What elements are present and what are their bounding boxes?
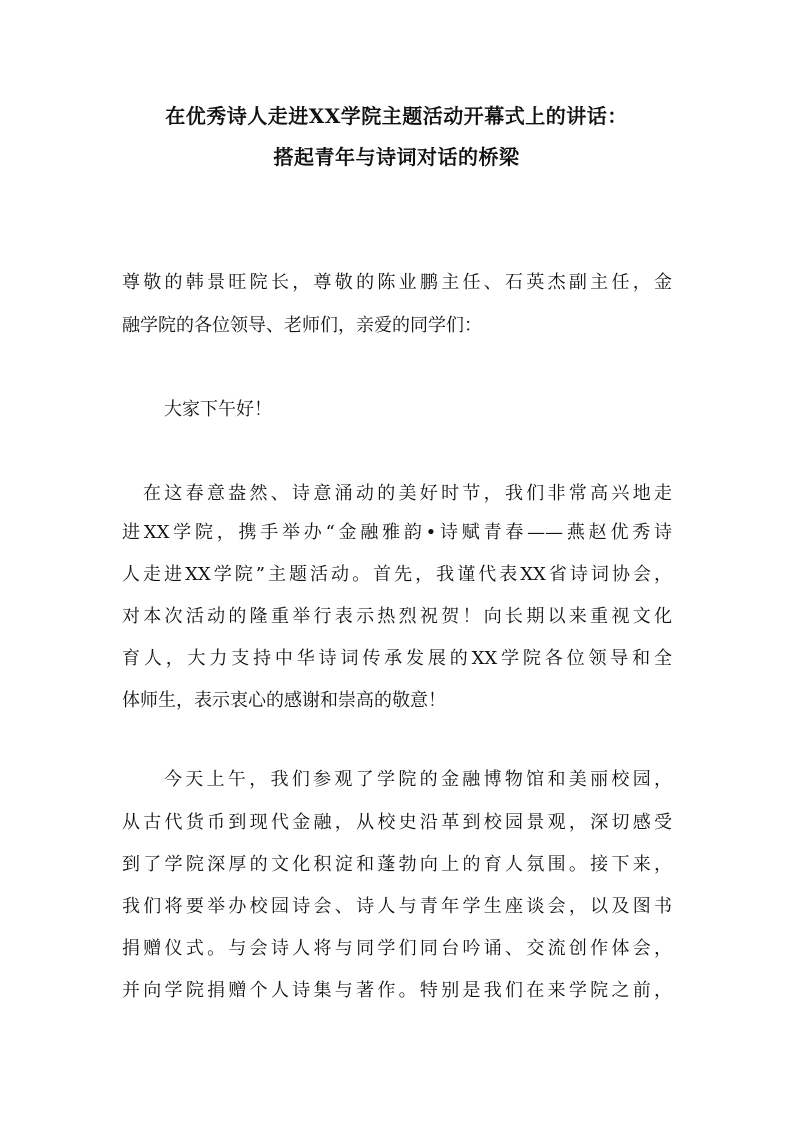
- paragraph-1-line-6: 体师生，表示衷心的感谢和崇高的敬意！: [122, 690, 446, 711]
- greeting: 大家下午好！: [164, 399, 272, 420]
- paragraph-2-line-5: 捐赠仪式。与会诗人将与同学们同台吟诵、交流创作体会，: [122, 938, 672, 959]
- paragraph-2-line-6: 并向学院捐赠个人诗集与著作。特别是我们在来学院之前，: [122, 980, 672, 1001]
- title-line-1: 在优秀诗人走进XX学院主题活动开幕式上的讲话：: [165, 104, 628, 128]
- title-line-2: 搭起青年与诗词对话的桥梁: [273, 145, 520, 169]
- paragraph-2-line-2: 从古代货币到现代金融，从校史沿革到校园景观，深切感受: [122, 812, 672, 833]
- paragraph-1-line-5: 育人，大力支持中华诗词传承发展的XX学院各位领导和全: [122, 648, 672, 669]
- paragraph-1-line-3: 人走进XX学院”主题活动。首先，我谨代表XX省诗词协会，: [122, 564, 672, 585]
- paragraph-1-line-1: 在这春意盎然、诗意涌动的美好时节，我们非常高兴地走: [143, 483, 672, 504]
- salutation-line-2: 融学院的各位领导、老师们，亲爱的同学们：: [122, 315, 482, 336]
- paragraph-2-line-3: 到了学院深厚的文化积淀和蓬勃向上的育人氛围。接下来，: [122, 854, 672, 875]
- paragraph-2-line-4: 我们将要举办校园诗会、诗人与青年学生座谈会，以及图书: [122, 896, 672, 917]
- paragraph-2-line-1: 今天上午，我们参观了学院的金融博物馆和美丽校园，: [164, 769, 672, 790]
- paragraph-1-line-2: 进XX学院，携手举办“金融雅韵•诗赋青春——燕赵优秀诗: [122, 522, 672, 543]
- salutation-line-1: 尊敬的韩景旺院长，尊敬的陈业鹏主任、石英杰副主任，金: [122, 272, 672, 293]
- paragraph-1-line-4: 对本次活动的隆重举行表示热烈祝贺！向长期以来重视文化: [122, 606, 672, 627]
